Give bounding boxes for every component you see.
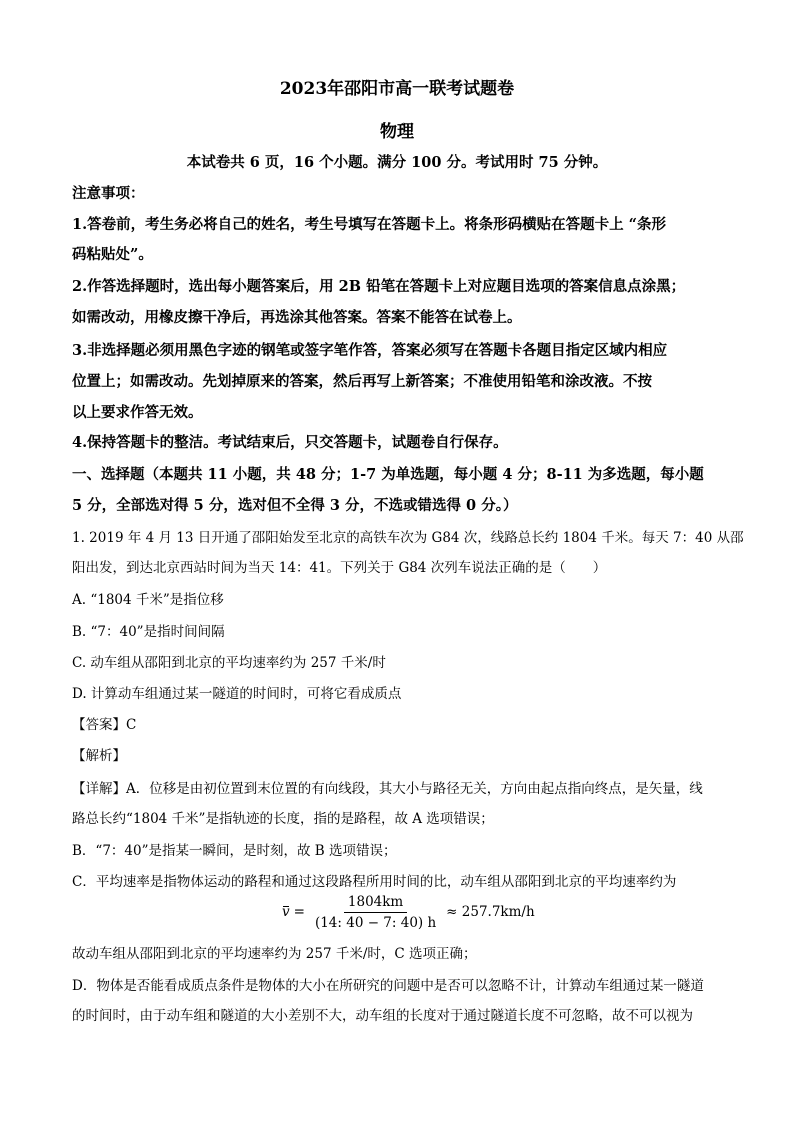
notice-item-1-line-2: 码粘贴处”。 [72, 246, 153, 263]
question-stem-line-1: 1. 2019 年 4 月 13 日开通了邵阳始发至北京的高铁车次为 G84 次，线路总长约 1804 千米。每天 7：40 从邵 [72, 530, 744, 546]
option-a: A. “1804 千米”是指位移 [72, 592, 224, 608]
option-d: D. 计算动车组通过某一隧道的时间时，可将它看成质点 [72, 686, 402, 702]
notice-heading: 注意事项： [72, 185, 145, 202]
detail-b: B．“7：40”是指某一瞬间，是时刻，故 B 选项错误； [72, 843, 397, 859]
detail-d-line-1: D．物体是否能看成质点条件是物体的大小在所研究的问题中是否可以忽略不计，计算动车组通过某一隧道 [72, 978, 704, 994]
notice-item-3-line-2: 位置上；如需改动。先划掉原来的答案，然后再写上新答案；不准使用铅笔和涂改液。不按 [72, 373, 652, 390]
formula-result: ≈ 257.7km/h [446, 904, 535, 920]
detail-a-line-2: 路总长约“1804 千米”是指轨迹的长度，指的是路程，故 A 选项错误； [72, 811, 494, 827]
subject-title: 物理 [380, 122, 414, 142]
detail-a-line-1: 【详解】A．位移是由初位置到末位置的有向线段，其大小与路径无关，方向由起点指向终点，是矢量，线 [72, 781, 703, 797]
answer-label: 【答案】 [72, 717, 126, 733]
notice-item-1-line-1: 1.答卷前，考生务必将自己的姓名，考生号填写在答题卡上。将条形码横贴在答题卡上 “条形 [72, 216, 667, 233]
fraction-denominator: (14: 40 − 7: 40) h [314, 914, 437, 931]
notice-item-3-line-3: 以上要求作答无效。 [72, 404, 203, 421]
average-speed-formula [282, 890, 535, 934]
detail-d-line-2: 的时间时，由于动车组和隧道的大小差别不大，动车组的长度对于通过隧道长度不可忽略，故不可以视为 [72, 1008, 693, 1024]
exam-title: 2023年邵阳市高一联考试题卷 [279, 79, 515, 99]
analysis-label: 【解析】 [72, 748, 126, 764]
speed-fraction [311, 894, 440, 931]
speed-symbol: v [282, 904, 290, 920]
fraction-numerator: 1804km [344, 894, 407, 913]
exam-info: 本试卷共 6 页，16 个小题。满分 100 分。考试用时 75 分钟。 [186, 154, 608, 171]
answer-value: C [126, 717, 137, 733]
notice-item-2-line-1: 2.作答选择题时，选出每小题答案后，用 2B 铅笔在答题卡上对应题目选项的答案信息点涂黑； [72, 278, 686, 295]
detail-c-line-2: 故动车组从邵阳到北京的平均速率约为 257 千米/时，C 选项正确； [72, 946, 477, 962]
notice-item-2-line-2: 如需改动，用橡皮擦干净后，再选涂其他答案。答案不能答在试卷上。 [72, 309, 522, 326]
equals-sign: = [293, 904, 305, 920]
answer-line [72, 713, 136, 733]
section-heading-line-1: 一、选择题（本题共 11 小题，共 48 分；1-7 为单选题，每小题 4 分；8-11 为多选题，每小题 [72, 466, 704, 483]
notice-item-4: 4.保持答题卡的整洁。考试结束后，只交答题卡，试题卷自行保存。 [72, 434, 508, 451]
question-stem-line-2: 阳出发，到达北京西站时间为当天 14：41。下列关于 G84 次列车说法正确的是（ ） [72, 560, 607, 576]
option-b: B. “7：40”是指时间间隔 [72, 624, 225, 640]
section-heading-line-2: 5 分，全部选对得 5 分，选对但不全得 3 分，不选或错选得 0 分。） [72, 497, 518, 514]
notice-item-3-line-1: 3.非选择题必须用黑色字迹的钢笔或签字笔作答，答案必须写在答题卡各题目指定区域内相应 [72, 342, 668, 359]
detail-c-line-1: C．平均速率是指物体运动的路程和通过这段路程所用时间的比，动车组从邵阳到北京的平均速率约为 [72, 874, 677, 890]
option-c: C. 动车组从邵阳到北京的平均速率约为 257 千米/时 [72, 655, 386, 671]
